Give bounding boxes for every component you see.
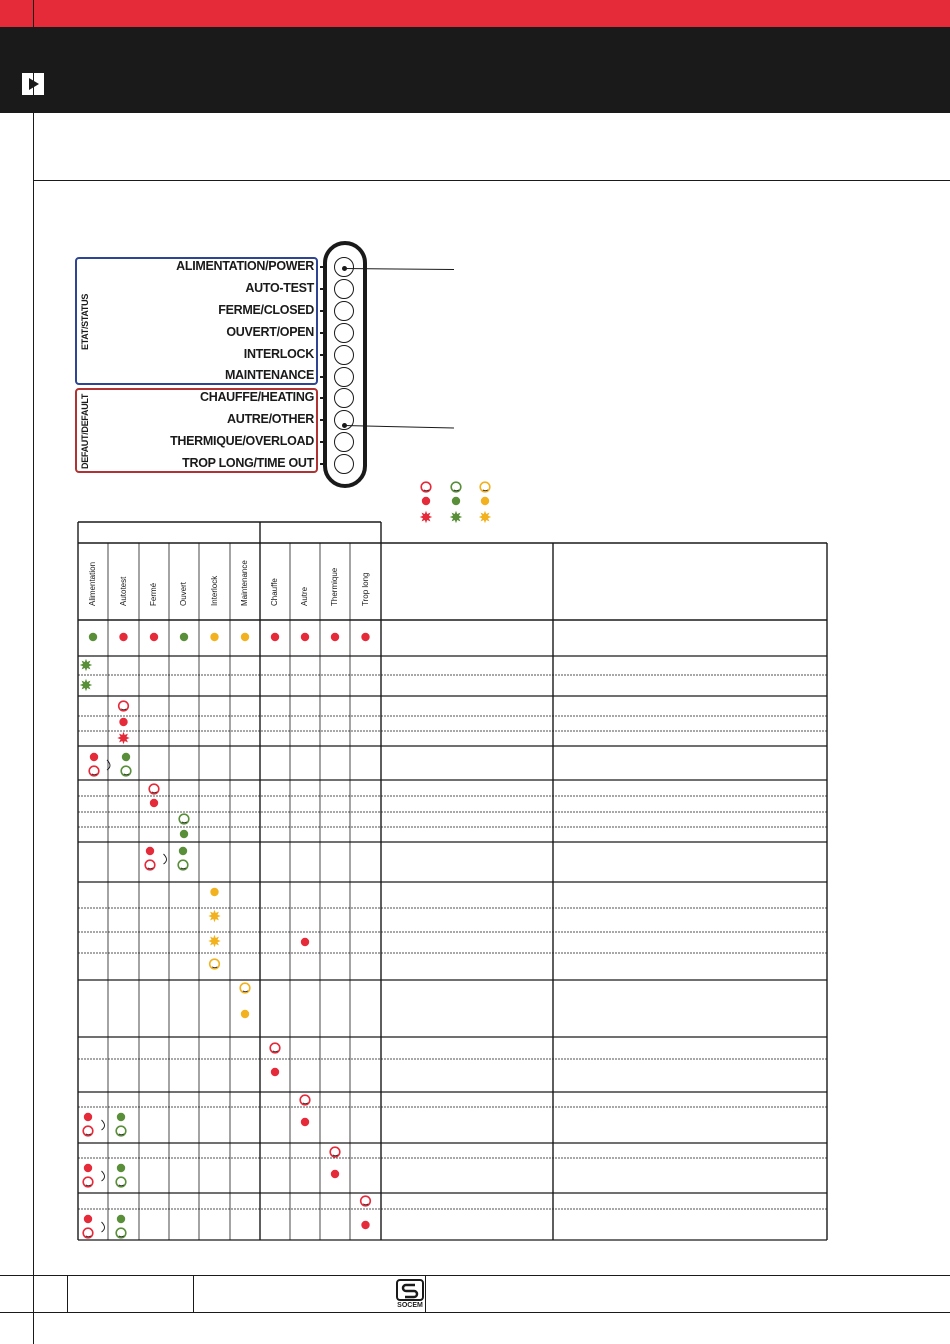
- label-closed: FERME/CLOSED: [218, 303, 314, 317]
- column-header: Interlock: [209, 575, 219, 606]
- led-on-icon: [361, 1221, 369, 1229]
- led-on-icon: [271, 633, 279, 641]
- led-off-icon: [330, 1147, 340, 1157]
- status-group-label: ETAT/STATUS: [80, 293, 90, 350]
- led-off-icon: [116, 1228, 126, 1238]
- label-interlock: INTERLOCK: [243, 347, 314, 361]
- led-off-icon: [361, 1196, 371, 1206]
- column-header: Ouvert: [179, 581, 188, 606]
- led-on-icon: [180, 830, 188, 838]
- led-on-icon: [301, 938, 309, 946]
- column-header: Trop long: [360, 572, 370, 606]
- label-power: ALIMENTATION/POWER: [176, 259, 314, 273]
- led-on-icon: [117, 1215, 125, 1223]
- led-on-icon: [89, 633, 97, 641]
- led-on-icon: [271, 1068, 279, 1076]
- label-autotest: AUTO-TEST: [245, 281, 314, 295]
- led-off-icon: [270, 1043, 280, 1053]
- led-off-icon: [116, 1126, 126, 1136]
- led-on-icon: [331, 633, 339, 641]
- led-on-icon: [179, 847, 187, 855]
- led-blinking-icon: [208, 935, 220, 947]
- footer-bottom-line: [0, 1312, 950, 1313]
- led-on-icon: [301, 1118, 309, 1126]
- table-lines: [78, 522, 827, 1240]
- led-off-icon: [145, 860, 155, 870]
- led-off-icon: [89, 766, 99, 776]
- led-on-icon: [119, 718, 127, 726]
- led-off-icon: [83, 1126, 93, 1136]
- led-off-icon: [149, 784, 159, 794]
- led-blinking-icon: [208, 910, 220, 922]
- led-on-icon: [241, 633, 249, 641]
- label-heating: CHAUFFE/HEATING: [199, 390, 314, 404]
- led-on-icon: [146, 847, 154, 855]
- label-timeout: TROP LONG/TIME OUT: [182, 456, 314, 470]
- led-off-icon: [179, 814, 189, 824]
- footer-sep-2: [193, 1275, 194, 1312]
- column-header: Autotest: [118, 576, 128, 606]
- led-on-icon: [119, 633, 127, 641]
- label-other: AUTRE/OTHER: [227, 412, 314, 426]
- led-on-icon: [241, 1010, 249, 1018]
- led-on-icon: [210, 888, 218, 896]
- led-on-icon: [84, 1215, 92, 1223]
- led-blinking-icon: [80, 679, 92, 691]
- column-header: Alimentation: [88, 561, 97, 606]
- led-on-icon: [150, 799, 158, 807]
- led-off-icon: [210, 959, 220, 969]
- led-on-icon: [331, 1170, 339, 1178]
- led-blinking-icon: [117, 732, 129, 744]
- led-on-icon: [180, 633, 188, 641]
- led-on-icon: [90, 753, 98, 761]
- led-blinking-icon: [80, 659, 92, 671]
- column-header: Maintenance: [240, 560, 249, 606]
- footer-sep-1: [67, 1275, 68, 1312]
- led-off-icon: [119, 701, 129, 711]
- led-on-icon: [150, 633, 158, 641]
- led-off-icon: [83, 1228, 93, 1238]
- footer-top-line: [0, 1275, 950, 1276]
- led-on-icon: [84, 1113, 92, 1121]
- column-header: Fermé: [149, 582, 158, 606]
- led-off-icon: [121, 766, 131, 776]
- table-leds: [80, 633, 371, 1238]
- column-header: Thermique: [330, 567, 339, 606]
- default-group-label: DEFAUT/DEFAULT: [80, 393, 90, 469]
- led-on-icon: [117, 1164, 125, 1172]
- led-off-icon: [83, 1177, 93, 1187]
- label-maintenance: MAINTENANCE: [224, 368, 314, 382]
- led-off-icon: [178, 860, 188, 870]
- led-on-icon: [84, 1164, 92, 1172]
- led-on-icon: [210, 633, 218, 641]
- led-on-icon: [301, 633, 309, 641]
- logo-text: SOCEM: [397, 1302, 423, 1309]
- column-header: Autre: [300, 586, 309, 606]
- led-off-icon: [116, 1177, 126, 1187]
- label-open: OUVERT/OPEN: [226, 325, 314, 339]
- column-header: Chauffe: [270, 578, 279, 606]
- led-off-icon: [240, 983, 250, 993]
- led-off-icon: [300, 1095, 310, 1105]
- led-on-icon: [122, 753, 130, 761]
- led-on-icon: [361, 633, 369, 641]
- label-overload: THERMIQUE/OVERLOAD: [170, 434, 314, 448]
- led-on-icon: [117, 1113, 125, 1121]
